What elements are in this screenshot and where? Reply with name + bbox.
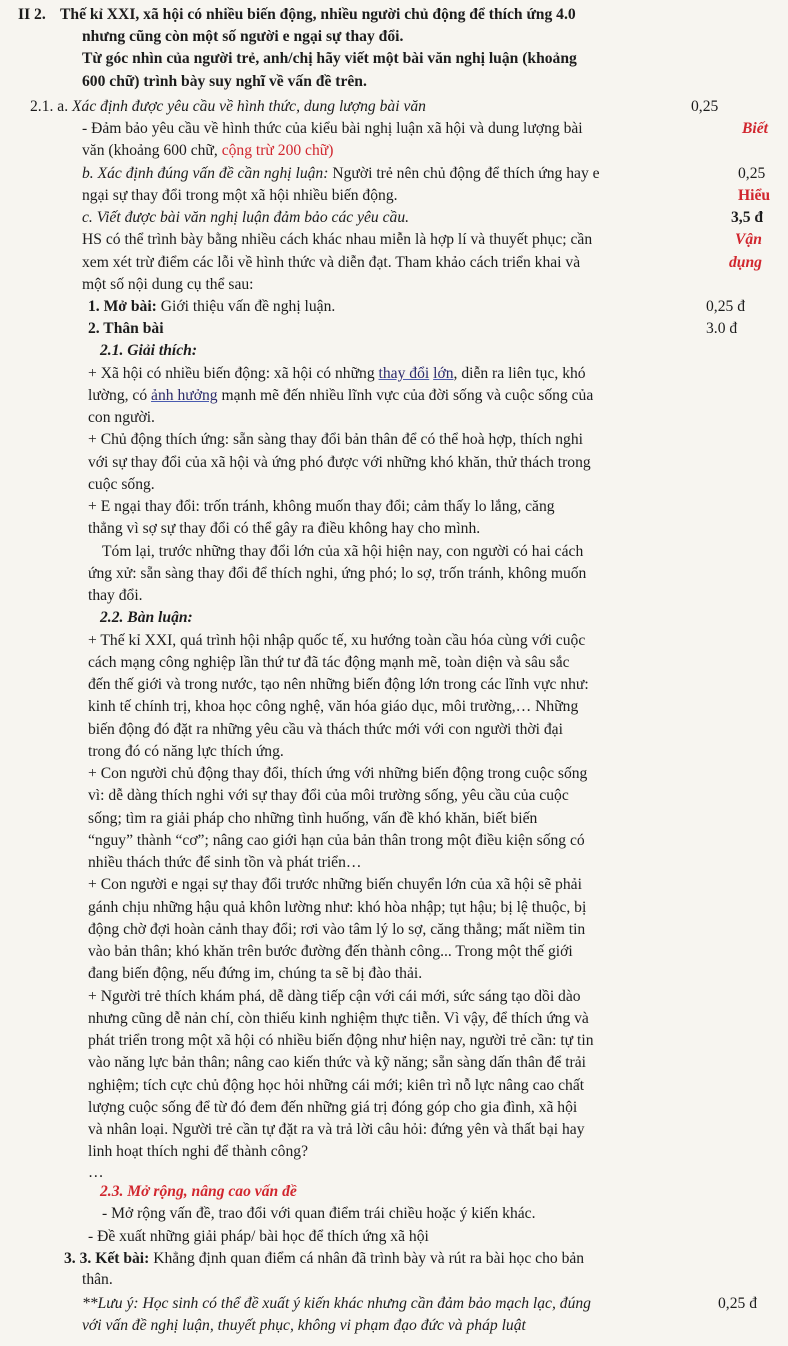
conclusion-text: Khẳng định quan điểm cá nhân đã trình bày và rút ra bài học cho bản <box>153 1249 585 1267</box>
rubric-a-detail-2 <box>82 141 333 162</box>
s21-p1-1u2: lớn <box>433 364 454 382</box>
s22-p2-line-5: nhiều thách thức để sinh tồn và phát triển… <box>88 854 362 872</box>
rubric-b-text: Người trẻ nên chủ động để thích ứng hay e <box>332 164 600 182</box>
s21-p3-line-2: thẳng vì sợ sự thay đổi có thể gây ra điều không hay cho mình. <box>88 520 481 538</box>
rubric-c-detail-3: một số nội dung cụ thể sau: <box>82 275 254 293</box>
s21-title: 2.1. Giải thích: <box>100 342 198 360</box>
question-line-1: Thế kỉ XXI, xã hội có nhiều biến động, nhiều người chủ động để thích ứng 4.0 <box>60 5 576 23</box>
note-line-2: với vấn đề nghị luận, thuyết phục, không vi phạm đạo đức và pháp luật <box>82 1317 526 1334</box>
s22-title: 2.2. Bàn luận: <box>100 609 193 627</box>
question-number: II 2. <box>18 5 46 23</box>
s22-p1-line-5: biến động đó đặt ra những yêu cầu và thách thức mới với con người thời đại <box>88 720 563 738</box>
s22-p2-line-1: + Con người chủ động thay đổi, thích ứng với những biến động trong cuộc sống <box>88 765 588 783</box>
rubric-b-line-1 <box>82 164 600 185</box>
tag-hieu: Hiểu <box>738 186 771 204</box>
intro-label: 1. Mở bài: <box>88 297 157 315</box>
s21-p1-line-3: con người. <box>88 409 155 427</box>
body-score: 3.0 đ <box>706 320 738 338</box>
s21-p4-line-2: ứng xử: sẵn sàng thay đổi để thích nghi, ứng phó; lo sợ, trốn tránh, không muốn <box>88 564 587 582</box>
s21-p1-line-1 <box>88 364 586 385</box>
rubric-a-detail-2b: cộng trừ 200 chữ) <box>221 142 334 160</box>
rubric-b-score: 0,25 <box>738 164 766 182</box>
s22-p4-line-4: vào năng lực bản thân; nâng cao kiến thức và kỹ năng; sẵn sàng dấn thân để trải <box>88 1054 586 1072</box>
rubric-a-prefix: 2.1. a. <box>30 97 69 115</box>
s21-p1-2b: mạnh mẽ đến nhiều lĩnh vực của đời sống và cuộc sống của <box>221 386 594 404</box>
s21-p1-2a: lường, có <box>88 386 148 404</box>
note-score: 0,25 đ <box>718 1295 757 1312</box>
note-line-1-visible: **Lưu ý: Học sinh có thể đề xuất ý kiến khác nhưng cần đảm bảo mạch lạc, đúng <box>82 1295 591 1312</box>
s22-p1-line-4: kinh tế chính trị, khoa học công nghệ, văn hóa giáo dục, môi trường,… Những <box>88 698 579 716</box>
s22-p4-line-6: lượng cuộc sống để từ đó đem đến những giá trị đóng góp cho gia đình, xã hội <box>88 1098 578 1116</box>
s22-p4-line-5: nghiệm; tích cực chủ động học hỏi những cái mới; kiên trì nỗ lực nâng cao chất <box>88 1076 585 1094</box>
rubric-a <box>30 97 426 118</box>
tag-dung: dụng <box>729 253 762 271</box>
s23-title: 2.3. Mở rộng, nâng cao vấn đề <box>100 1183 297 1200</box>
rubric-b-title: b. Xác định đúng vấn đề cần nghị luận: <box>82 164 329 182</box>
question-line-4: 600 chữ) trình bày suy nghĩ về vấn đề trên. <box>82 72 367 90</box>
s22-p3-line-1: + Con người e ngại sự thay đổi trước những biến chuyển lớn của xã hội sẽ phải <box>88 876 582 894</box>
question-line-3: Từ góc nhìn của người trẻ, anh/chị hãy viết một bài văn nghị luận (khoảng <box>82 50 577 68</box>
rubric-c-score: 3,5 đ <box>731 209 764 226</box>
s22-p4-line-3: phát triển trong một xã hội có nhiều biến động như hiện nay, người trẻ cần: tự tin <box>88 1032 594 1050</box>
ellipsis: … <box>88 1163 104 1181</box>
s21-p3-line-1: + E ngại thay đổi: trốn tránh, không muốn thay đổi; cảm thấy lo lắng, căng <box>88 498 555 516</box>
s22-p4-line-8: linh hoạt thích nghi để thành công? <box>88 1143 308 1161</box>
s22-p2-line-3: sống; tìm ra giải pháp cho những tình huống, vấn đề khó khăn, biết biến <box>88 809 538 827</box>
intro-score: 0,25 đ <box>706 297 745 315</box>
conclusion-line-1 <box>64 1249 584 1270</box>
rubric-c-detail-1: HS có thể trình bày bằng nhiều cách khác nhau miễn là hợp lí và thuyết phục; cần <box>82 231 593 249</box>
rubric-a-detail-2a: văn (khoảng 600 chữ, <box>82 142 218 160</box>
s23-p2: - Đề xuất những giải pháp/ bài học để thích ứng xã hội <box>88 1227 429 1245</box>
s22-p1-line-2: cách mạng công nghiệp lần thứ tư đã tác động mạnh mẽ, toàn diện và sâu sắc <box>88 653 570 671</box>
s22-p3-line-4: vào bản thân; khó khăn trên bước đường đến thành công... Trong một thế giới <box>88 943 573 961</box>
rubric-b-line-2: ngại sự thay đổi trong một xã hội nhiều biến động. <box>82 186 398 204</box>
s22-p4-line-7: và nhân loại. Người trẻ cần tự đặt ra và trả lời câu hỏi: đứng yên và thất bại hay <box>88 1121 585 1139</box>
rubric-c-detail-2: xem xét trừ điểm các lỗi về hình thức và diễn đạt. Tham khảo cách triển khai và <box>82 253 581 271</box>
rubric-a-score: 0,25 <box>691 97 719 115</box>
s21-p2-line-1: + Chủ động thích ứng: sẵn sàng thay đổi bản thân để có thể hoà hợp, thích nghi <box>88 431 583 449</box>
conclusion-line-2: thân. <box>82 1271 113 1288</box>
s21-p1-2u: ảnh hưởng <box>151 386 218 404</box>
s22-p3-line-2: gánh chịu những hậu quả khôn lường như: khó hòa nhập; tụt hậu; bị lệ thuộc, bị <box>88 898 587 916</box>
rubric-c-title: c. Viết được bài văn nghị luận đảm bảo các yêu cầu. <box>82 209 410 226</box>
intro-line <box>88 297 335 318</box>
s22-p4-line-2: nhưng cũng dễ nản chí, còn thiếu kinh nghiệm thực tiễn. Vì vậy, để thích ứng và <box>88 1009 589 1027</box>
s22-p1-line-6: trong đó có năng lực thích ứng. <box>88 742 284 760</box>
body-label: 2. Thân bài <box>88 320 164 338</box>
rubric-a-detail-1: - Đảm bảo yêu cầu về hình thức của kiểu bài nghị luận xã hội và dung lượng bài <box>82 120 583 137</box>
s21-p4-line-1: Tóm lại, trước những thay đổi lớn của xã hội hiện nay, con người có hai cách <box>102 542 584 560</box>
rubric-a-text: Xác định được yêu cầu về hình thức, dung lượng bài văn <box>72 97 426 115</box>
s21-p1-line-2 <box>88 386 593 407</box>
s22-p2-line-4: “nguy” thành “cơ”; nâng cao giới hạn của bản thân trong một điều kiện sống có <box>88 831 585 849</box>
s22-p3-line-5: đang biến động, nếu đứng im, chúng ta sẽ bị đào thải. <box>88 965 423 983</box>
s22-p1-line-3: đến thế giới và trong nước, tạo nên những biến động lớn trong các lĩnh vực như: <box>88 676 589 694</box>
s22-p3-line-3: động chờ đợi hoàn cảnh thay đổi; rơi vào tâm lý lo sợ, căng thẳng; mất niềm tin <box>88 920 586 938</box>
s21-p2-line-3: cuộc sống. <box>88 475 155 493</box>
question-line-2: nhưng cũng còn một số người e ngại sự thay đổi. <box>82 28 404 46</box>
s21-p1-1u1: thay đổi <box>378 364 430 382</box>
s22-p1-line-1: + Thế kỉ XXI, quá trình hội nhập quốc tế, xu hướng toàn cầu hóa cùng với cuộc <box>88 631 586 649</box>
s21-p1-1b: , diễn ra liên tục, khó <box>453 364 586 382</box>
conclusion-label: 3. 3. Kết bài: <box>64 1249 150 1267</box>
s21-p4-line-3: thay đổi. <box>88 587 143 605</box>
s21-p2-line-2: với sự thay đổi của xã hội và ứng phó được với những khó khăn, thử thách trong <box>88 453 591 471</box>
s21-p1-1a: + Xã hội có nhiều biến động: xã hội có những <box>88 364 375 382</box>
intro-text: Giới thiệu vấn đề nghị luận. <box>160 297 336 315</box>
tag-van: Vận <box>735 231 762 249</box>
s22-p4-line-1: + Người trẻ thích khám phá, dễ dàng tiếp cận với cái mới, sức sáng tạo dồi dào <box>88 987 581 1005</box>
s22-p2-line-2: vì: dễ dàng thích nghi với sự thay đổi của môi trường sống, yêu cầu của cuộc <box>88 787 569 805</box>
tag-biet: Biết <box>742 120 768 137</box>
s23-p1: - Mở rộng vấn đề, trao đổi với quan điểm trái chiều hoặc ý kiến khác. <box>102 1205 536 1223</box>
